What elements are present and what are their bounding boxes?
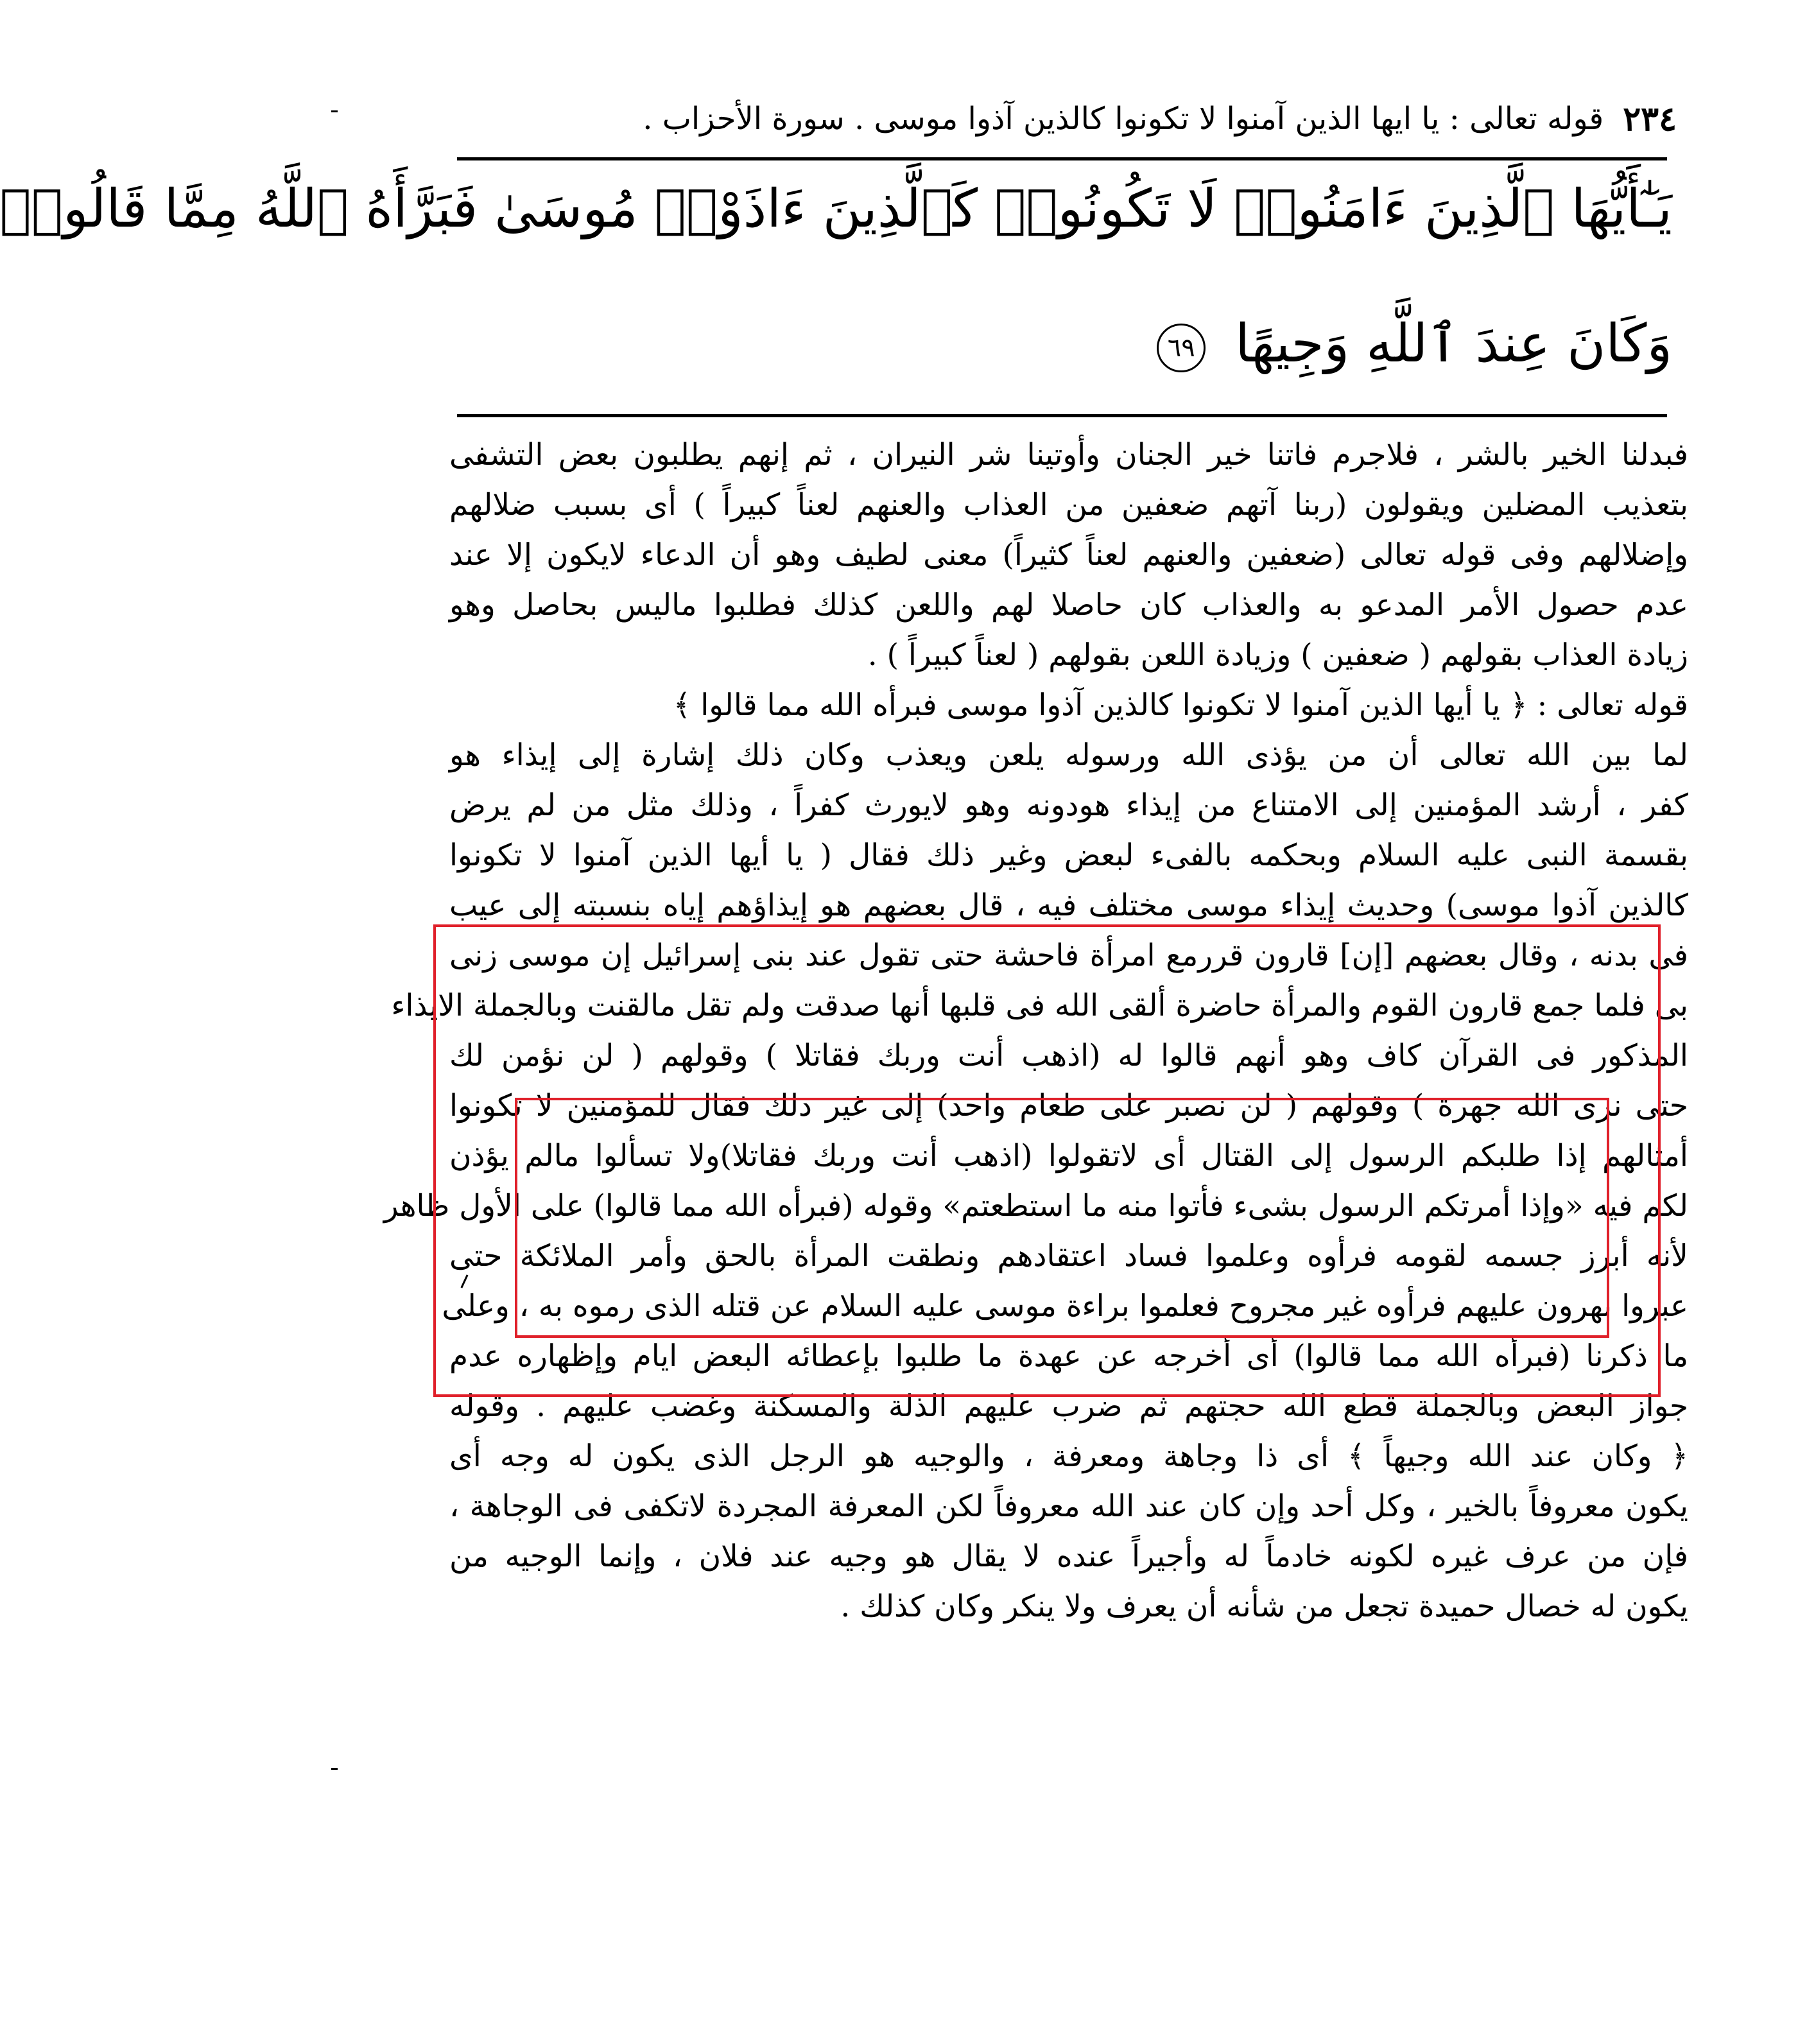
body-line: يكون معروفاً بالخير ، وكل أحد وإن كان عند الله معروفاً لكن المعرفة المجردة لاتكفى فى الوجاهة ، [449, 1489, 1688, 1524]
header-title: قوله تعالى : يا ايها الذين آمنوا لا تكونوا كالذين آذوا موسى . سورة الأحزاب . [643, 101, 1604, 137]
body-line: كفر ، أرشد المؤمنين إلى الامتناع من إيذاء هودونه وهو لايورث كفراً ، وذلك مثل من لم يرض [449, 788, 1688, 823]
scan-mark [331, 1768, 338, 1770]
body-line: بتعذيب المضلين ويقولون (ربنا آتهم ضعفين من العذاب والعنهم لعناً كبيراً ) أى بسبب ضلالهم [449, 487, 1688, 523]
body-line: زيادة العذاب بقولهم ( ضعفين ) وزيادة اللعن بقولهم ( لعناً كبيراً ) . [867, 637, 1688, 673]
verse-line-1 [0, 178, 1672, 254]
body-line: لما بين الله تعالى أن من يؤذى الله ورسوله يلعن ويعذب وكان ذلك إشارة إلى إيذاء هو [449, 738, 1688, 773]
body-line: حتى نرى الله جهرة ) وقولهم ( لن نصبر على طعام واحد) إلى غير ذلك فقال للمؤمنين لا تكونوا [449, 1088, 1688, 1123]
body-line: عبروا بهرون عليهم فرأوه غير مجروح فعلموا براءة موسى عليه السلام عن قتله الذى رموه به ، وعلى [442, 1288, 1688, 1324]
scan-mark [331, 110, 338, 112]
body-line: قوله تعالى : ﴿ يا أيها الذين آمنوا لا تكونوا كالذين آذوا موسى فبرأه الله مما قالوا ﴾ [673, 688, 1688, 723]
header-rule [457, 157, 1667, 160]
ayah-number-marker: ٦٩ [1157, 324, 1206, 372]
body-line: يكون له خصال حميدة تجعل من شأنه أن يعرف ولا ينكر وكان كذلك . [840, 1589, 1688, 1624]
body-line: لكم فيه «وإذا أمرتكم الرسول بشىء فأتوا منه ما استطعتم» وقوله (فبرأه الله مما قالوا) على الأول ظاهر [383, 1188, 1688, 1224]
body-line: فى بدنه ، وقال بعضهم [إن] قارون قررمع امرأة فاحشة حتى تقول عند بنى إسرائيل إن موسى زنى [449, 938, 1688, 973]
body-line: بى فلما جمع قارون القوم والمرأة حاضرة ألقى الله فى قلبها أنها صدقت ولم تقل مالقنت وبالجملة الايذاء [391, 988, 1688, 1023]
running-header [637, 93, 1677, 144]
verse-line-2 [838, 313, 1672, 388]
body-line: عدم حصول الأمر المدعو به والعذاب كان حاصلا لهم واللعن كذلك فطلبوا ماليس بحاصل وهو [449, 587, 1688, 623]
verse-text-1: يَـٰٓأَيُّهَا ٱلَّذِينَ ءَامَنُوا۟ لَا تَكُونُوا۟ كَٱلَّذِينَ ءَاذَوْا۟ مُوسَىٰ فَبَرَّأَهُ ٱللَّهُ مِمَّا قَالُوا۟ [0, 178, 1672, 239]
body-line: فبدلنا الخير بالشر ، فلاجرم فاتنا خير الجنان وأوتينا شر النيران ، ثم إنهم يطلبون بعض التشفى [449, 437, 1688, 472]
body-line: ﴿ وكان عند الله وجيهاً ﴾ أى ذا وجاهة ومعرفة ، والوجيه هو الرجل الذى يكون له وجه أى [449, 1439, 1688, 1474]
body-line: أمثالهم إذا طلبكم الرسول إلى القتال أى لاتقولوا (اذهب أنت وربك فقاتلا)ولا تسألوا مالم يؤذن [449, 1138, 1688, 1174]
body-line: لأنه أبرز جسمه لقومه فرأوه وعلموا فساد اعتقادهم ونطقت المرأة بالحق وأمر الملائكة حتى [449, 1238, 1688, 1274]
body-line: جواز البعض وبالجملة قطع الله حجتهم ثم ضرب عليهم الذلة والمسكنة وغضب عليهم . وقوله [449, 1389, 1689, 1424]
body-line: وإضلالهم وفى قوله تعالى (ضعفين والعنهم لعناً كثيراً) معنى لطيف وهو أن الدعاء لايكون إلا عند [449, 537, 1688, 573]
body-line: ما ذكرنا (فبرأه الله مما قالوا) أى أخرجه عن عهدة ما طلبوا بإعطائه البعض ايام وإظهاره عدم [449, 1338, 1688, 1374]
page-number: ٢٣٤ [1623, 99, 1677, 139]
verse-text-2: وَكَانَ عِندَ ٱللَّهِ وَجِيهًا [1235, 313, 1672, 374]
body-line: فإن من عرف غيره لكونه خادماً له وأجيراً عنده لا يقال هو وجيه عند فلان ، وإنما الوجيه من [449, 1539, 1688, 1574]
verse-rule [457, 414, 1667, 417]
commentary-body [383, 430, 1689, 1632]
body-line: بقسمة النبى عليه السلام وبحكمه بالفىء لبعض وغير ذلك فقال ( يا أيها الذين آمنوا لا تكونوا [449, 838, 1688, 873]
body-line: كالذين آذوا موسى) وحديث إيذاء موسى مختلف فيه ، قال بعضهم هو إيذاؤهم إياه بنسبته إلى عيب [449, 888, 1688, 923]
body-line: المذكور فى القرآن كاف وهو أنهم قالوا له (اذهب أنت وربك فقاتلا ) وقولهم ( لن نؤمن لك [449, 1038, 1688, 1073]
